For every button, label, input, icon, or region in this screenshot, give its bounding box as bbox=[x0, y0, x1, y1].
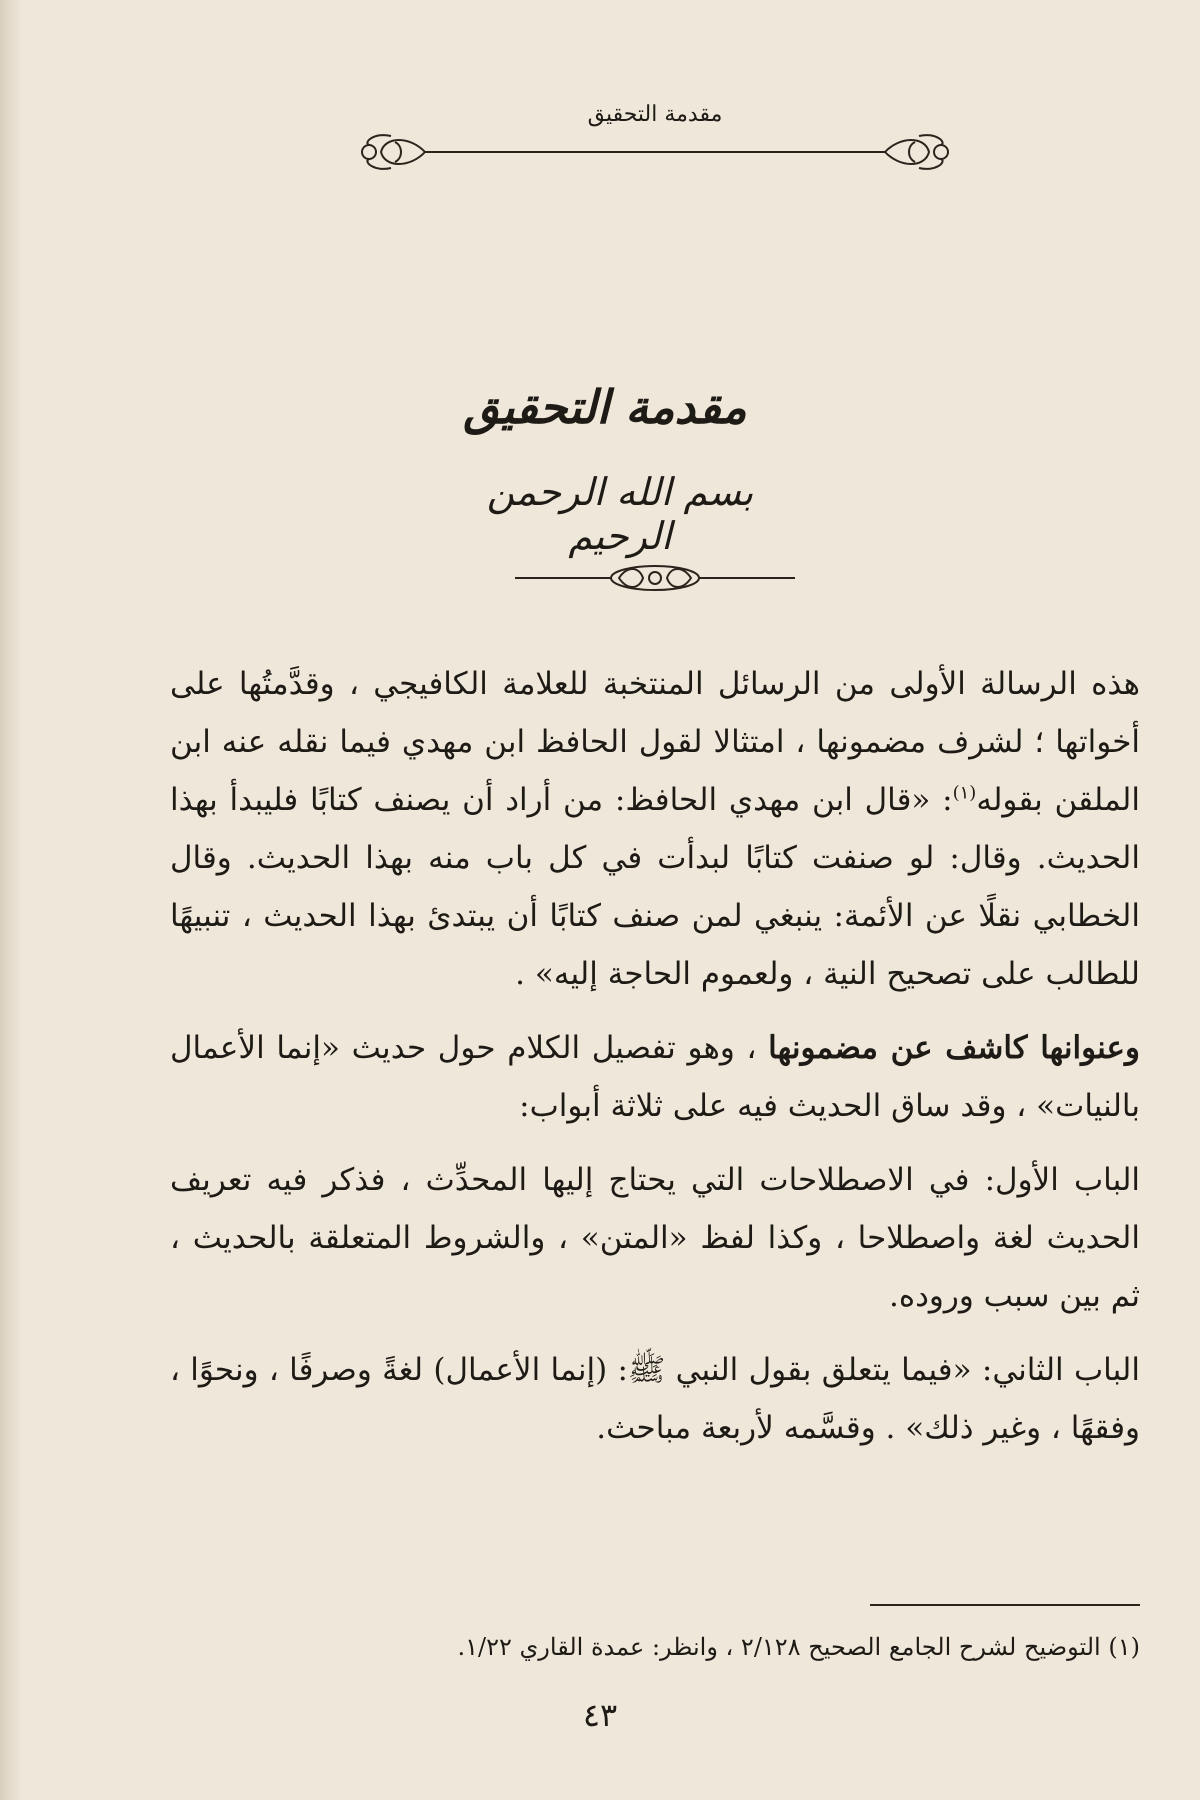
footnote bbox=[170, 1630, 1140, 1664]
footnote-divider bbox=[870, 1604, 1140, 1606]
paragraph-chapter-two: الباب الثاني: «فيما يتعلق بقول النبي ﷺ: (إنما الأعمال) لغةً وصرفًا ، ونحوًا ، وفقهًا ، وغير ذلك» . وقسَّمه لأربعة مباحث. bbox=[170, 1352, 1140, 1446]
running-header bbox=[355, 102, 955, 192]
title-divider-ornament-icon bbox=[515, 560, 795, 596]
paragraph-title-note bbox=[170, 1019, 1140, 1135]
footnote-marker: (١) bbox=[1108, 1633, 1140, 1661]
section-title: مقدمة التحقيق bbox=[463, 380, 747, 434]
paragraph-text: ، وهو تفصيل الكلام حول حديث «إنما الأعمال بالنيات» ، وقد ساق الحديث فيه على ثلاثة أبواب: bbox=[170, 1030, 1140, 1124]
paragraph-text: : «قال ابن مهدي الحافظ: من أراد أن يصنف كتابًا فليبدأ بهذا الحديث. وقال: لو صنفت كتابًا لبدأت في كل باب منه بهذا الحديث. وقال الخطابي نقلًا عن الأئمة: ينبغي لمن صنف كتابًا أن يبتدئ بهذا الحديث ، تنبيهًا للطالب على تصحيح النية ، ولعموم الحاجة إليه» . bbox=[170, 782, 1140, 992]
footnote-reference[interactable]: (١) bbox=[952, 782, 977, 804]
basmala-calligraphy: بسم الله الرحمن الرحيم bbox=[486, 470, 754, 558]
body-text bbox=[170, 655, 1140, 1473]
footnote-text: التوضيح لشرح الجامع الصحيح ٢/١٢٨ ، وانظر: عمدة القاري ١/٢٢. bbox=[457, 1633, 1101, 1661]
paragraph-text: هذه الرسالة الأولى من الرسائل المنتخبة للعلامة الكافيجي ، وقدَّمتُها على أخواتها ؛ لشرف مضمونها ، امتثالا لقول الحافظ ابن مهدي فيما نقله عنه ابن الملقن بقوله bbox=[170, 666, 1140, 818]
header-ornament-icon bbox=[355, 132, 955, 188]
running-header-title: مقدمة التحقيق bbox=[587, 102, 723, 127]
paragraph-chapter-one: الباب الأول: في الاصطلاحات التي يحتاج إليها المحدِّث ، فذكر فيه تعريف الحديث لغة واصطلاحا ، وكذا لفظ «المتن» ، والشروط المتعلقة بالحديث ، ثم بين سبب وروده. bbox=[170, 1162, 1140, 1314]
page-number: ٤٣ bbox=[582, 1696, 618, 1734]
bold-lead-phrase: وعنوانها كاشف عن مضمونها bbox=[768, 1030, 1140, 1066]
binding-shadow bbox=[0, 0, 22, 1800]
paragraph-intro bbox=[170, 655, 1140, 1003]
